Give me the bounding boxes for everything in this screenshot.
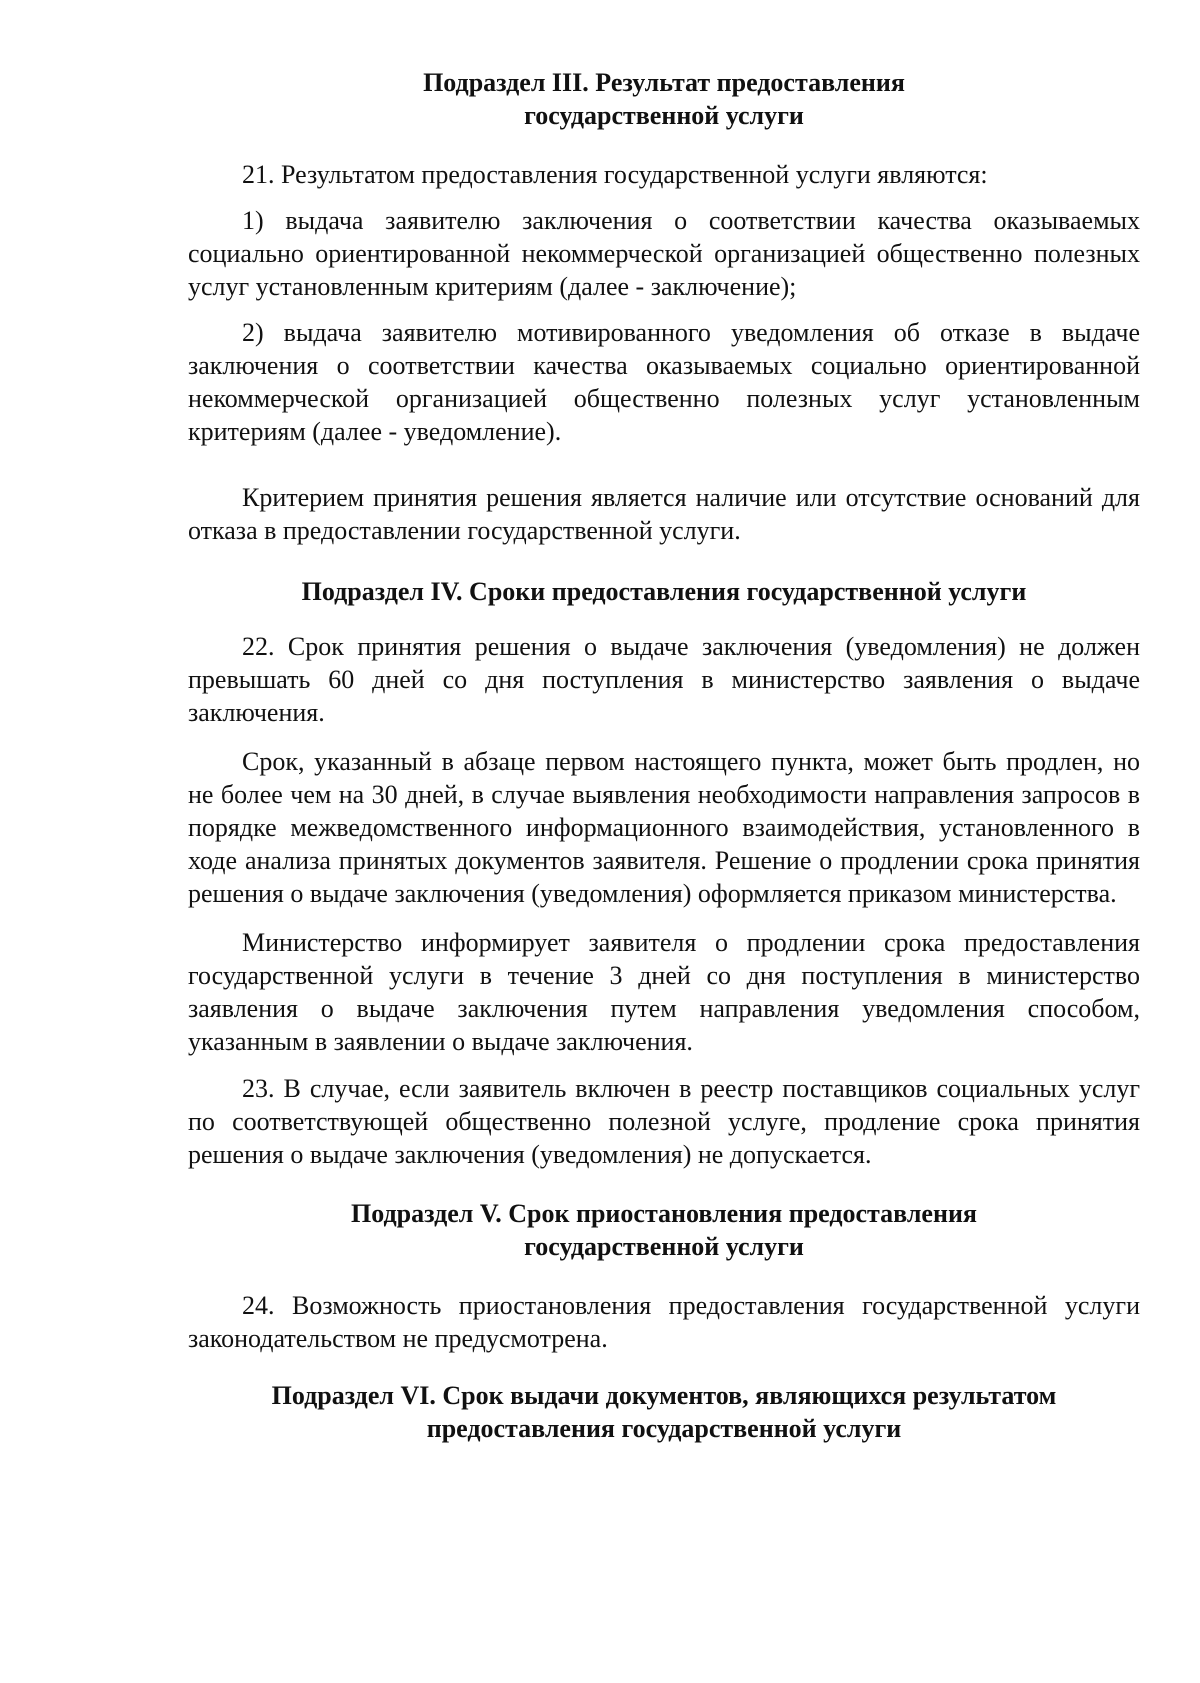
section-3-heading-line1: Подраздел III. Результат предоставления bbox=[423, 68, 905, 97]
paragraph-22-extension: Срок, указанный в абзаце первом настоящего пункта, может быть продлен, но не более чем на 30 дней, в случае выявления необходимости направления запросов в порядке межведомственного информационного взаимодействия, установленного в ходе анализа принятых документов заявителя. Решение о продлении срока принятия решения о выдаче заключения (уведомления) оформляется приказом министерства. bbox=[188, 747, 1140, 908]
section-6-heading-line2: предоставления государственной услуги bbox=[426, 1414, 902, 1443]
section-5-heading-line2: государственной услуги bbox=[524, 1232, 804, 1261]
section-5-heading bbox=[188, 1197, 1140, 1263]
paragraph-22-inform: Министерство информирует заявителя о продлении срока предоставления государственной услуги в течение 3 дней со дня поступления в министерство заявления о выдаче заключения путем направления уведомления способом, указанным в заявлении о выдаче заключения. bbox=[188, 928, 1140, 1056]
section-4-heading: Подраздел IV. Сроки предоставления государственной услуги bbox=[301, 577, 1027, 606]
section-3-heading-line2: государственной услуги bbox=[524, 101, 804, 130]
paragraph-21-item-2: 2) выдача заявителю мотивированного уведомления об отказе в выдаче заключения о соответствии качества оказываемых социально ориентированной некоммерческой организацией общественно полезных услуг установленным критериям (далее - уведомление). bbox=[188, 318, 1140, 446]
document-body bbox=[188, 66, 1140, 1445]
paragraph-24: 24. Возможность приостановления предоставления государственной услуги законодательством не предусмотрена. bbox=[188, 1291, 1140, 1353]
paragraph-criterion: Критерием принятия решения является наличие или отсутствие оснований для отказа в предоставлении государственной услуги. bbox=[188, 483, 1140, 545]
section-6-heading-line1: Подраздел VI. Срок выдачи документов, являющихся результатом bbox=[271, 1381, 1057, 1410]
section-5-heading-line1: Подраздел V. Срок приостановления предоставления bbox=[351, 1199, 977, 1228]
paragraph-21: 21. Результатом предоставления государственной услуги являются: bbox=[242, 160, 988, 189]
paragraph-21-item-1: 1) выдача заявителю заключения о соответствии качества оказываемых социально ориентированной некоммерческой организацией общественно полезных услуг установленным критериям (далее - заключение); bbox=[188, 206, 1140, 301]
paragraph-23: 23. В случае, если заявитель включен в реестр поставщиков социальных услуг по соответствующей общественно полезной услуге, продление срока принятия решения о выдаче заключения (уведомления) не допускается. bbox=[188, 1074, 1140, 1169]
section-3-heading bbox=[188, 66, 1140, 132]
section-6-heading bbox=[188, 1379, 1140, 1445]
paragraph-22: 22. Срок принятия решения о выдаче заключения (уведомления) не должен превышать 60 дней со дня поступления в министерство заявления о выдаче заключения. bbox=[188, 632, 1140, 727]
